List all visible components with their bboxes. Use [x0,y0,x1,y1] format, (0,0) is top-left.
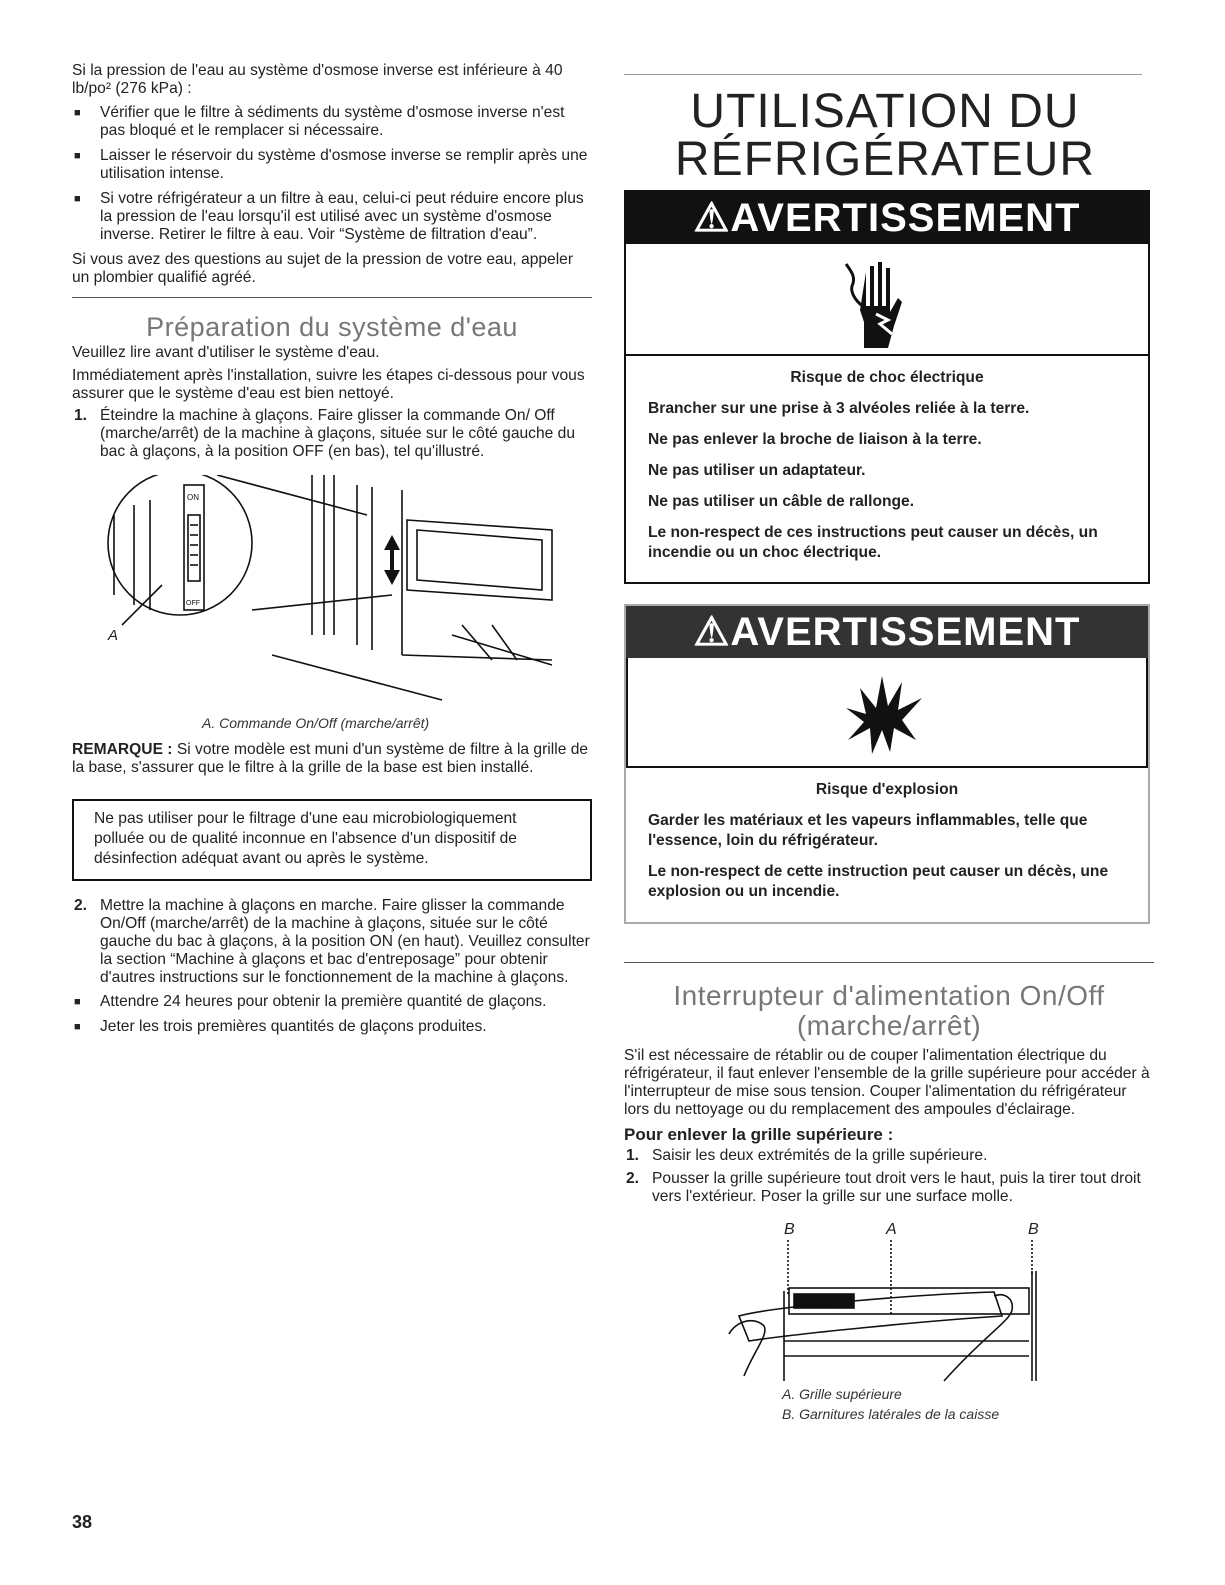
note-paragraph [72,741,592,777]
note-label: REMARQUE : [72,741,173,758]
step-number: 1. [74,407,88,424]
water-warning-text: Ne pas utiliser pour le filtrage d'une eau microbiologiquement polluée ou de qualité inconnue en l'absence d'un dispositif de désinfection adéquat avant ou après le système. [94,810,517,867]
warning-banner-text: AVERTISSEMENT [730,196,1081,240]
step [624,1170,1154,1206]
electric-shock-icon [842,252,922,352]
step-text: Pousser la grille supérieure tout droit vers le haut, puis la tirer tout droit vers l'extérieur. Poser la grille sur une surface molle. [652,1170,1141,1205]
section-title-line-2: (marche/arrêt) [796,1010,982,1041]
warning-line: Le non-respect de ces instructions peut causer un décès, un incendie ou un choc électrique. [648,524,1098,561]
step-number: 2. [626,1170,640,1187]
step-number: 2. [74,897,88,914]
step [624,1147,1154,1165]
page-number: 38 [72,1512,93,1532]
section-title-line-1: Interrupteur d'alimentation On/Off [673,980,1105,1011]
bullet-item: ■ Attendre 24 heures pour obtenir la première quantité de glaçons. [72,993,592,1011]
warning-triangle-icon: ⚠ [693,196,731,240]
icemaker-switch-figure [72,475,592,735]
title-rule [624,74,1142,75]
warning-banner [626,192,1148,244]
warning-line: Garder les matériaux et les vapeurs inflammables, telle que l'essence, loin du réfrigérateur. [648,812,1088,849]
warning-line: Ne pas utiliser un câble de rallonge. [648,493,915,510]
label-b-left: B [784,1221,795,1238]
divider [624,962,1154,963]
divider [72,297,592,298]
water-warning-box [72,799,592,881]
figure-letter-a: A [108,627,119,644]
warning-line: Brancher sur une prise à 3 alvéoles reliée à la terre. [648,400,1030,417]
warning-line: Ne pas enlever la broche de liaison à la terre. [648,431,982,448]
left-column [72,62,592,1036]
on-label: ON [187,493,199,502]
off-label: OFF [186,600,200,607]
step-text: Saisir les deux extrémités de la grille supérieure. [652,1147,988,1164]
warning-icon-area [626,658,1148,768]
intro-text: Si la pression de l'eau au système d'osmose inverse est inférieure à 40 lb/po² (276 kPa) : [72,62,563,97]
note-text: Si votre modèle est muni d'un système de filtre à la grille de la base, s'assurer que le filtre à la grille de la base est bien installé. [72,741,589,776]
warning-line: Ne pas utiliser un adaptateur. [648,462,866,479]
step-1-text: Éteindre la machine à glaçons. Faire glisser la commande On/ Off (marche/arrêt) de la machine à glaçons, située sur le côté gauche du bac à glaçons, à la position OFF (en bas), tel qu'illustré. [100,407,576,460]
warning-text [626,768,1148,902]
bullet-item: ■ Vérifier que le filtre à sédiments du système d'osmose inverse n'est pas bloqué et le remplacer si nécessaire. [72,104,592,140]
warning-text [626,356,1148,563]
explosion-icon [838,668,928,758]
warning-banner [626,606,1148,658]
title-line-1: UTILISATION DU [690,85,1080,138]
warning-triangle-icon: ⚠ [693,610,731,654]
subheading: Pour enlever la grille supérieure : [624,1125,894,1144]
figure-caption-a: A. Grille supérieure [782,1386,902,1402]
warning-electric [624,190,1150,584]
step-number: 1. [626,1147,640,1164]
grille-figure [624,1216,1154,1426]
warning-icon-area [626,244,1148,356]
immediately-text: Immédiatement après l'installation, suivre les étapes ci-dessous pour vous assurer que le système d'eau est bien nettoyé. [72,367,585,402]
step-2 [72,897,592,987]
section-title: Préparation du système d'eau [146,312,518,342]
title-line-2: RÉFRIGÉRATEUR [674,133,1096,186]
warning-heading: Risque de choc électrique [790,369,984,386]
figure-caption: A. Commande On/Off (marche/arrêt) [202,715,430,731]
bullet-item: ■ Laisser le réservoir du système d'osmose inverse se remplir après une utilisation intense. [72,147,592,183]
grille-illustration [624,1216,1154,1386]
figure-caption-b: B. Garnitures latérales de la caisse [782,1406,1000,1422]
bullet-item: ■ Jeter les trois premières quantités de glaçons produites. [72,1018,592,1036]
page-title [624,85,1146,186]
warning-banner-text: AVERTISSEMENT [730,610,1081,654]
icemaker-switch-illustration [72,475,592,725]
questions-text: Si vous avez des questions au sujet de la pression de votre eau, appeler un plombier qualifié agréé. [72,251,574,286]
warning-line: Le non-respect de cette instruction peut causer un décès, une explosion ou un incendie. [648,863,1109,900]
label-a: A [886,1221,897,1238]
power-switch-section [624,962,1154,1426]
step-2-text: Mettre la machine à glaçons en marche. Faire glisser la commande On/Off (marche/arrêt) de la machine à glaçons, située sur le côté gauche du bac à glaçons, à la position ON (en haut). Veuillez consulter la section “Machine à glaçons et bac d'entreposage” pour obtenir d'autres instructions sur le fonctionnement de la machine à glaçons. [100,897,590,986]
warning-heading: Risque d'explosion [815,781,959,798]
warning-explosion [624,604,1150,924]
read-before-text: Veuillez lire avant d'utiliser le système d'eau. [72,344,380,361]
power-text: S'il est nécessaire de rétablir ou de couper l'alimentation électrique du réfrigérateur, il faut enlever l'ensemble de la grille supérieure pour accéder à l'interrupteur de mise sous tension. Couper l'alimentation du réfrigérateur lors du nettoyage ou du remplacement des ampoules d'éclairage. [624,1047,1150,1118]
step-1 [72,407,592,461]
label-b-right: B [1028,1221,1039,1238]
bullet-item: ■ Si votre réfrigérateur a un filtre à eau, celui-ci peut réduire encore plus la pression de l'eau lorsqu'il est utilisé avec un système d'osmose inverse. Retirer le filtre à eau. Voir “Système de filtration d'eau”. [72,190,592,244]
